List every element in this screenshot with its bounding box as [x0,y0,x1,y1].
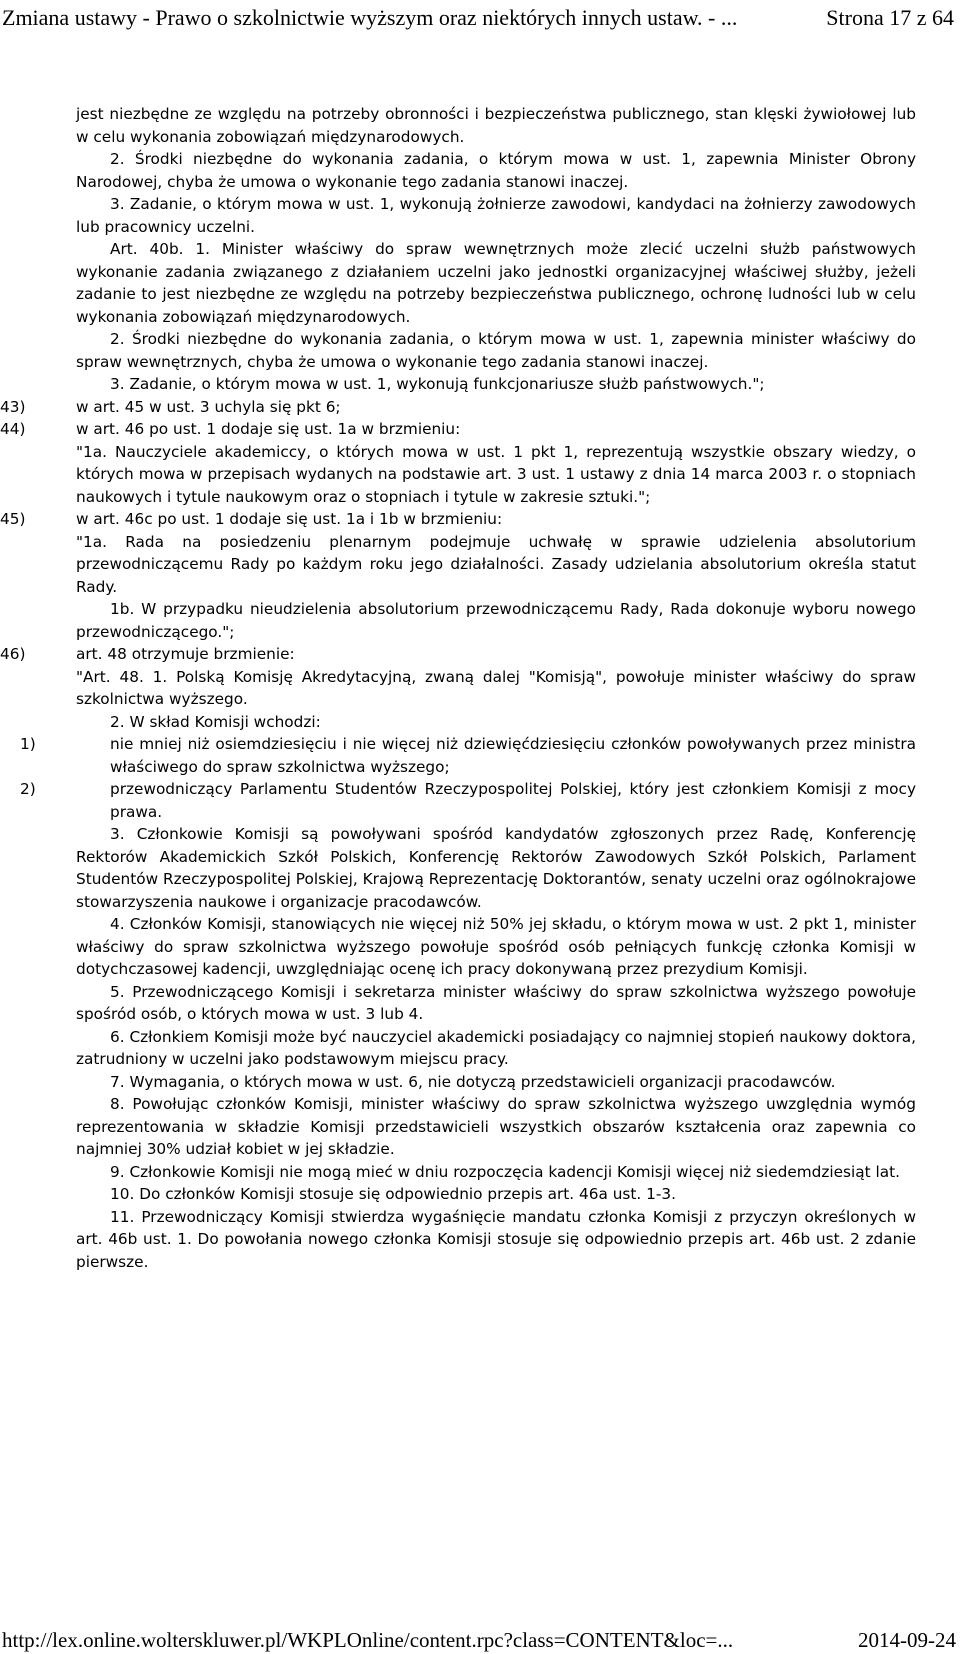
point-text: nie mniej niż osiemdziesięciu i nie więcej niż dziewięćdziesięciu członków powoływanych przez ministra właściwego do spraw szkolnictwa wyższego; [110,735,916,776]
point-number: 46) [0,645,26,663]
paragraph: 2. W skład Komisji wchodzi: [110,712,321,731]
point-text: w art. 45 w ust. 3 uchyla się pkt 6; [76,397,341,416]
page-indicator: Strona 17 z 64 [826,5,954,30]
paragraph: "1a. Rada na posiedzeniu plenarnym podejmuje uchwałę w sprawie udzielenia absolutorium przewodniczącemu Rady po każdym roku jego działalności. Zasady udzielania absolutorium określa statut Rady. [76,532,916,596]
point-number: 45) [0,510,26,528]
paragraph: 3. Zadanie, o którym mowa w ust. 1, wykonują żołnierze zawodowi, kandydaci na żołnierzy zawodowych lub pracownicy uczelni. [76,195,916,236]
paragraph: 10. Do członków Komisji stosuje się odpowiednio przepis art. 46a ust. 1-3. [110,1185,676,1203]
paragraph: 5. Przewodniczącego Komisji i sekretarza minister właściwy do spraw szkolnictwa wyższego powołuje spośród osób, o których mowa w ust. 3 lub 4. [76,982,916,1023]
document-title: Zmiana ustawy - Prawo o szkolnictwie wyższym oraz niektórych innych ustaw. - ... [2,5,738,30]
paragraph: jest niezbędne ze względu na potrzeby obronności i bezpieczeństwa publicznego, stan klęski żywiołowej lub w celu wykonania zobowiązań międzynarodowych. [76,105,916,146]
print-date: 2014-09-24 [858,1628,956,1652]
source-url: http://lex.online.wolterskluwer.pl/WKPLOnline/content.rpc?class=CONTENT&loc=... [2,1628,734,1652]
point-text: przewodniczący Parlamentu Studentów Rzeczypospolitej Polskiej, który jest członkiem Komisji z mocy prawa. [110,780,916,821]
point-number: 44) [0,420,26,438]
document-body [0,103,916,1273]
amendment-point [0,418,916,441]
paragraph: 1b. W przypadku nieudzielenia absolutorium przewodniczącemu Rady, Rada dokonuje wyboru nowego przewodniczącego."; [76,600,916,641]
point-text: w art. 46 po ust. 1 dodaje się ust. 1a w brzmieniu: [76,420,461,438]
point-text: w art. 46c po ust. 1 dodaje się ust. 1a i 1b w brzmieniu: [76,510,503,528]
amendment-point [0,643,916,666]
point-number: 1) [20,735,36,753]
paragraph: 8. Powołując członków Komisji, minister właściwy do spraw szkolnictwa wyższego uwzględnia wymóg reprezentowania w składzie Komisji przedstawicieli wszystkich obszarów kształcenia oraz zapewnia co najmniej 30% udział kobiet w jej składzie. [76,1095,916,1158]
amendment-point [0,396,916,419]
point-number: 43) [0,397,26,416]
paragraph: 6. Członkiem Komisji może być nauczyciel akademicki posiadający co najmniej stopień naukowy doktora, zatrudniony w uczelni jako podstawowym miejscu pracy. [76,1027,916,1068]
paragraph: 11. Przewodniczący Komisji stwierdza wygaśnięcie mandatu członka Komisji z przyczyn określonych w art. 46b ust. 1. Do powołania nowego członka Komisji stosuje się odpowiednio przepis art. 46b ust. 2 zdanie pierwsze. [76,1207,916,1271]
paragraph: Art. 40b. 1. Minister właściwy do spraw wewnętrznych może zlecić uczelni służb państwowych wykonanie zadania związanego z działaniem uczelni jako jednostki organizacyjnej właściwej służby, jeżeli zadanie to jest niezbędne ze względu na potrzeby bezpieczeństwa publicznego, ochronę ludności lub w celu wykonania zobowiązań międzynarodowych. [76,240,916,326]
paragraph: 9. Członkowie Komisji nie mogą mieć w dniu rozpoczęcia kadencji Komisji więcej niż siedemdziesiąt lat. [110,1162,900,1181]
paragraph: 3. Członkowie Komisji są powoływani spośród kandydatów zgłoszonych przez Radę, Konferencję Rektorów Akademickich Szkół Polskich, Konferencję Rektorów Zawodowych Szkół Polskich, Parlament Studentów Rzeczypospolitej Polskiej, Krajową Reprezentację Doktorantów, senaty uczelni oraz ogólnokrajowe stowarzyszenia naukowe i organizacje pracodawców. [76,825,916,911]
paragraph: "1a. Nauczyciele akademiccy, o których mowa w ust. 1 pkt 1, reprezentują wszystkie obszary wiedzy, o których mowa w przepisach wydanych na podstawie art. 3 ust. 1 ustawy z dnia 14 marca 2003 r. o stopniach naukowych i tytule naukowym oraz o stopniach i tytule w zakresie sztuki."; [76,442,916,506]
paragraph: 2. Środki niezbędne do wykonania zadania, o którym mowa w ust. 1, zapewnia Minister Obrony Narodowej, chyba że umowa o wykonanie tego zadania stanowi inaczej. [76,150,916,191]
page-footer [0,1628,960,1654]
list-item [20,778,916,823]
paragraph: "Art. 48. 1. Polską Komisję Akredytacyjną, zwaną dalej "Komisją", powołuje minister właściwy do spraw szkolnictwa wyższego. [76,667,916,708]
point-number: 2) [20,780,36,798]
list-item [20,733,916,778]
paragraph: 3. Zadanie, o którym mowa w ust. 1, wykonują funkcjonariusze służb państwowych."; [110,375,765,393]
page-header [0,0,960,40]
amendment-point [0,508,916,531]
paragraph: 2. Środki niezbędne do wykonania zadania, o którym mowa w ust. 1, zapewnia minister właściwy do spraw wewnętrznych, chyba że umowa o wykonanie tego zadania stanowi inaczej. [76,330,916,371]
paragraph: 7. Wymagania, o których mowa w ust. 6, nie dotyczą przedstawicieli organizacji pracodawców. [110,1072,836,1091]
point-text: art. 48 otrzymuje brzmienie: [76,645,295,663]
paragraph: 4. Członków Komisji, stanowiących nie więcej niż 50% jej składu, o którym mowa w ust. 2 pkt 1, minister właściwy do spraw szkolnictwa wyższego powołuje spośród osób pełniących funkcję członka Komisji w dotychczasowej kadencji, uwzględniając ocenę ich pracy dokonywaną przez prezydium Komisji. [76,915,916,978]
